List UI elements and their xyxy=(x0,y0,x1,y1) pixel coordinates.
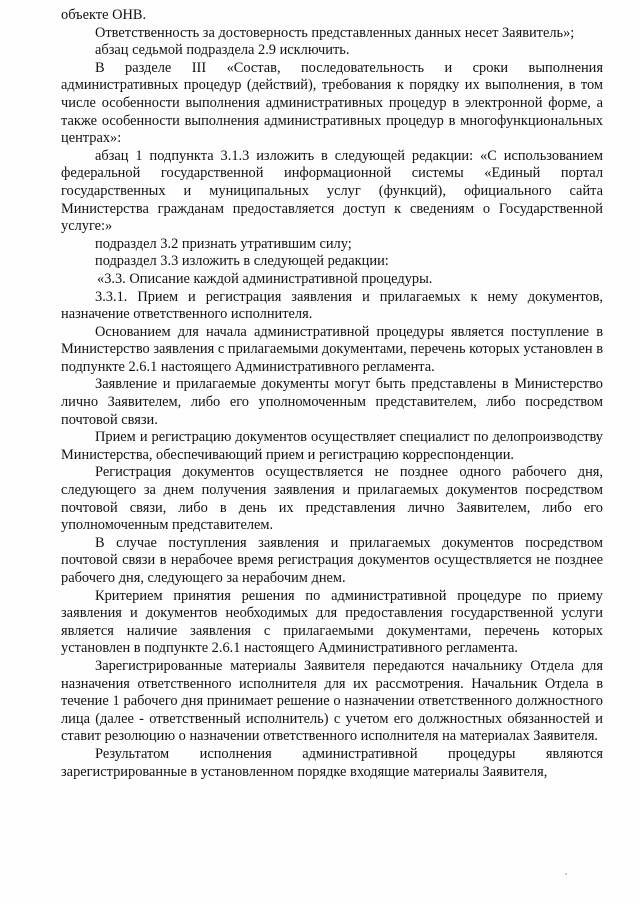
paragraph: Ответственность за достоверность представленных данных несет Заявитель»; xyxy=(95,24,575,41)
scan-speck xyxy=(565,873,567,875)
paragraph: Критерием принятия решения по административной процедуре по приему заявления и документов необходимых для предоставления государственной услуги является наличие заявления с прилагаемыми документами, перечень которых установлен в подпункте 2.6.1 настоящего Административного регламента. xyxy=(61,587,603,657)
paragraph: В случае поступления заявления и прилагаемых документов посредством почтовой связи в нерабочее время регистрация документов осуществляется не позднее рабочего дня, следующего за нерабочим днем. xyxy=(61,534,603,586)
document-body xyxy=(61,7,603,781)
paragraph: Регистрация документов осуществляется не позднее одного рабочего дня, следующего за днем получения заявления и прилагаемых документов посредством почтовой связи, либо в день их представления лично Заявителем, либо его уполномоченным представителем. xyxy=(61,464,603,534)
paragraph: Заявление и прилагаемые документы могут быть представлены в Министерство лично Заявителем, либо его уполномоченным представителем, либо посредством почтовой связи. xyxy=(61,376,603,428)
paragraph: подраздел 3.2 признать утратившим силу; xyxy=(95,235,352,252)
paragraph: 3.3.1. Прием и регистрация заявления и прилагаемых к нему документов, назначение ответственного исполнителя. xyxy=(61,288,603,323)
paragraph: абзац 1 подпункта 3.1.3 изложить в следующей редакции: «С использованием федеральной государственной информационной системы «Единый портал государственных и муниципальных услуг (функций), официального сайта Министерства гражданам предоставляется доступ к сведениям о Государственной услуге:» xyxy=(61,147,603,235)
paragraph: В разделе III «Состав, последовательность и сроки выполнения административных процедур (действий), требования к порядку их выполнения, в том числе особенности выполнения административных процедур в электронной форме, а также особенности выполнения административных процедур в многофункциональных центрах»: xyxy=(61,59,603,147)
paragraph: Прием и регистрацию документов осуществляет специалист по делопроизводству Министерства, обеспечивающий прием и регистрацию корреспонденции. xyxy=(61,429,603,463)
paragraph: Основанием для начала административной процедуры является поступление в Министерство заявления с прилагаемыми документами, перечень которых установлен в подпункте 2.6.1 настоящего Административного регламента. xyxy=(61,323,603,375)
paragraph: подраздел 3.3 изложить в следующей редакции: xyxy=(95,253,389,270)
paragraph: «3.3. Описание каждой административной процедуры. xyxy=(97,270,433,287)
paragraph: абзац седьмой подраздела 2.9 исключить. xyxy=(95,42,350,59)
paragraph: Зарегистрированные материалы Заявителя передаются начальнику Отдела для назначения ответственного исполнителя для их рассмотрения. Начальник Отдела в течение 1 рабочего дня принимает решение о назначении ответственного должностного лица (далее - ответственный исполнитель) с учетом его должностных обязанностей и ставит резолюцию о назначении ответственного исполнителя на материалах Заявителя. xyxy=(61,657,603,745)
paragraph: объекте ОНВ. xyxy=(61,7,147,23)
paragraph: Результатом исполнения административной процедуры являются зарегистрированные в установленном порядке входящие материалы Заявителя, xyxy=(61,745,603,780)
